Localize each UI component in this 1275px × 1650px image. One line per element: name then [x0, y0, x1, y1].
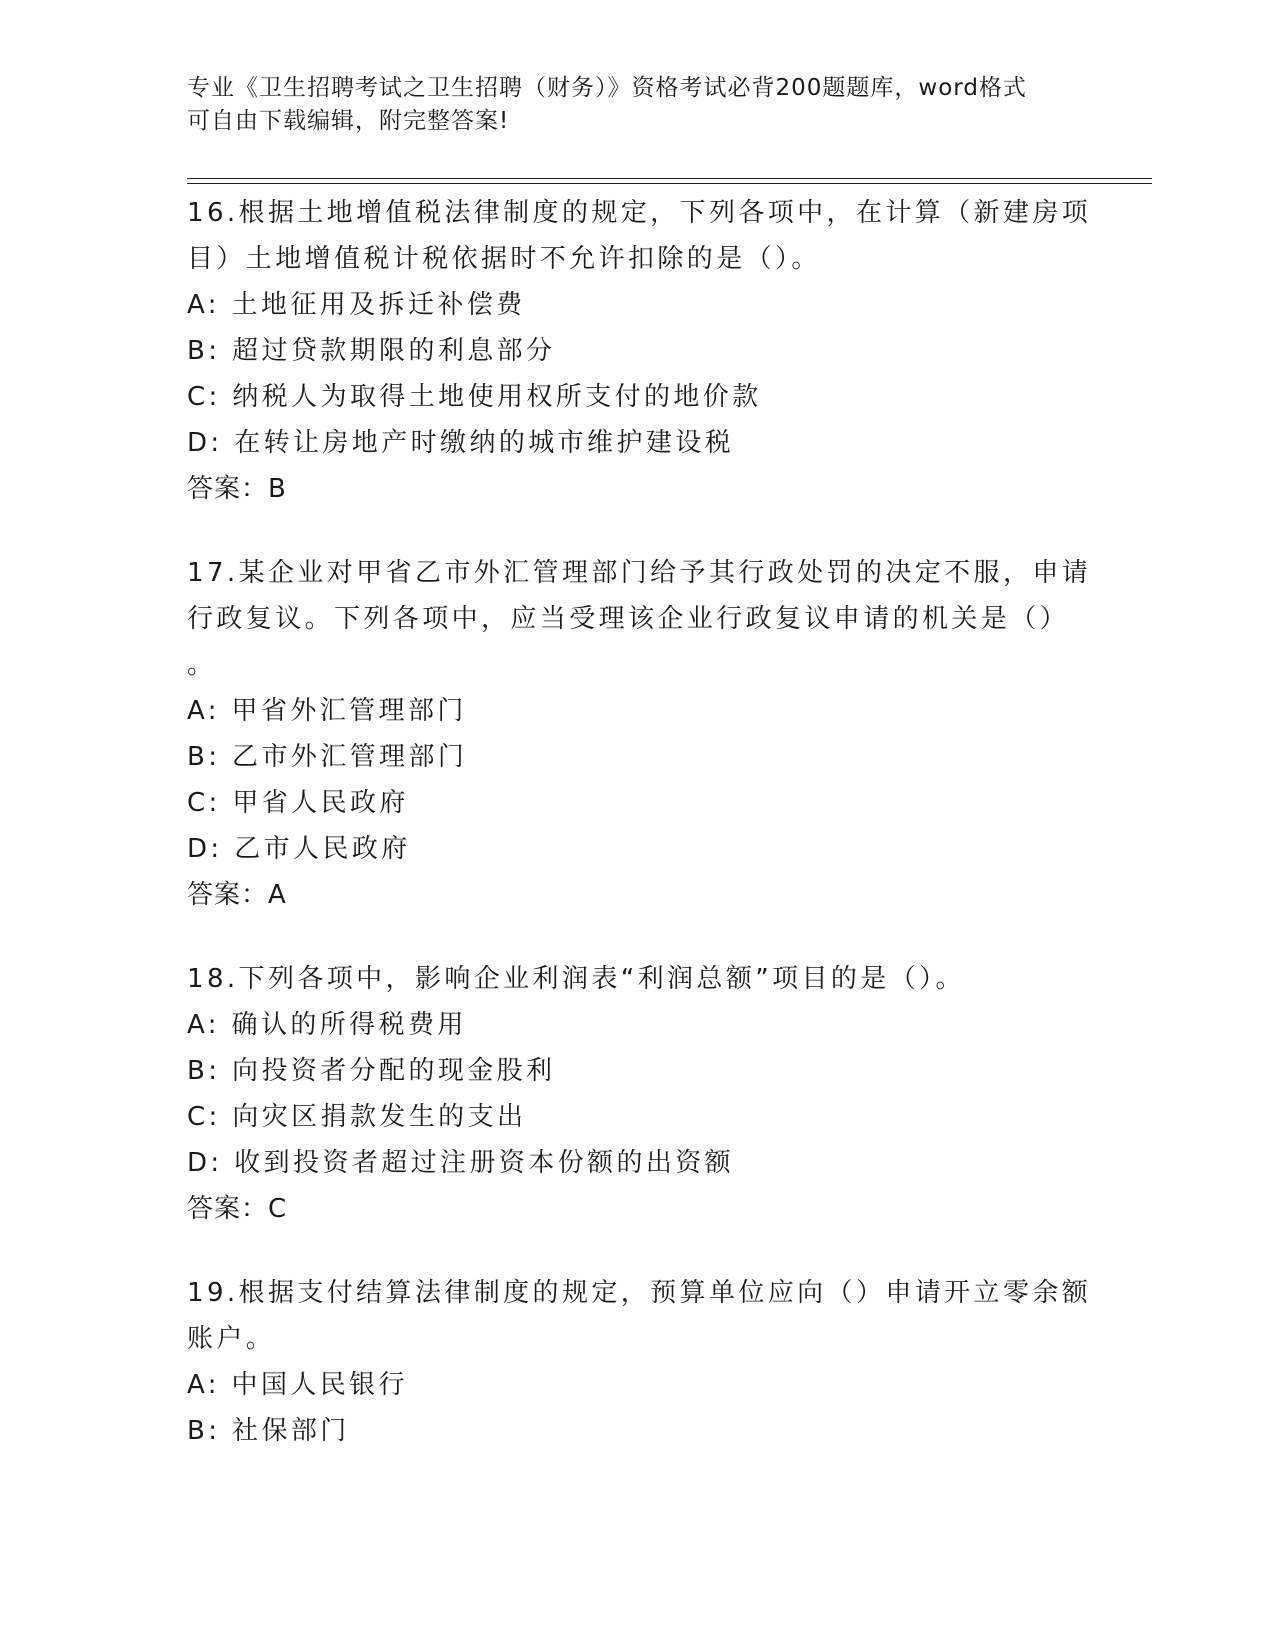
question-19 — [187, 1270, 1147, 1454]
question-stem-line: 19.根据支付结算法律制度的规定，预算单位应向（）申请开立零余额 — [187, 1278, 1092, 1308]
header-divider-top — [187, 178, 1152, 179]
option-b: B: 乙市外汇管理部门 — [187, 742, 468, 772]
answer-line: 答案：B — [187, 474, 287, 504]
question-18 — [187, 956, 1147, 1232]
option-d: D: 在转让房地产时缴纳的城市维护建设税 — [187, 428, 735, 458]
question-17 — [187, 550, 1147, 918]
option-c: C: 甲省人民政府 — [187, 788, 409, 818]
answer-line: 答案：C — [187, 1194, 288, 1224]
option-b: B: 社保部门 — [187, 1416, 350, 1446]
option-a: A: 中国人民银行 — [187, 1370, 408, 1400]
option-a: A: 甲省外汇管理部门 — [187, 696, 467, 726]
question-stem-line: 账户。 — [187, 1324, 276, 1354]
question-stem-line: 18.下列各项中，影响企业利润表“利润总额”项目的是（）。 — [187, 964, 965, 994]
header-line-1: 专业《卫生招聘考试之卫生招聘（财务）》资格考试必背200题题库，word格式 — [187, 75, 1027, 101]
document-header — [187, 72, 1067, 138]
option-b: B: 超过贷款期限的利息部分 — [187, 336, 556, 366]
question-stem-line: 目）土地增值税计税依据时不允许扣除的是（）。 — [187, 244, 821, 274]
option-a: A: 土地征用及拆迁补偿费 — [187, 290, 526, 320]
question-stem-line: 行政复议。下列各项中，应当受理该企业行政复议申请的机关是（） — [187, 604, 1070, 634]
header-divider-bottom — [187, 183, 1152, 184]
option-b: B: 向投资者分配的现金股利 — [187, 1056, 556, 1086]
question-stem-line: 。 — [187, 650, 217, 680]
option-c: C: 向灾区捐款发生的支出 — [187, 1102, 527, 1132]
question-stem-line: 16.根据土地增值税法律制度的规定，下列各项中，在计算（新建房项 — [187, 198, 1092, 228]
option-d: D: 乙市人民政府 — [187, 834, 411, 864]
option-c: C: 纳税人为取得土地使用权所支付的地价款 — [187, 382, 762, 412]
header-line-2: 可自由下载编辑，附完整答案! — [187, 108, 510, 134]
question-list — [187, 190, 1147, 1492]
question-16 — [187, 190, 1147, 512]
question-stem-line: 17.某企业对甲省乙市外汇管理部门给予其行政处罚的决定不服，申请 — [187, 558, 1092, 588]
option-d: D: 收到投资者超过注册资本份额的出资额 — [187, 1148, 735, 1178]
option-a: A: 确认的所得税费用 — [187, 1010, 467, 1040]
answer-line: 答案：A — [187, 880, 287, 910]
